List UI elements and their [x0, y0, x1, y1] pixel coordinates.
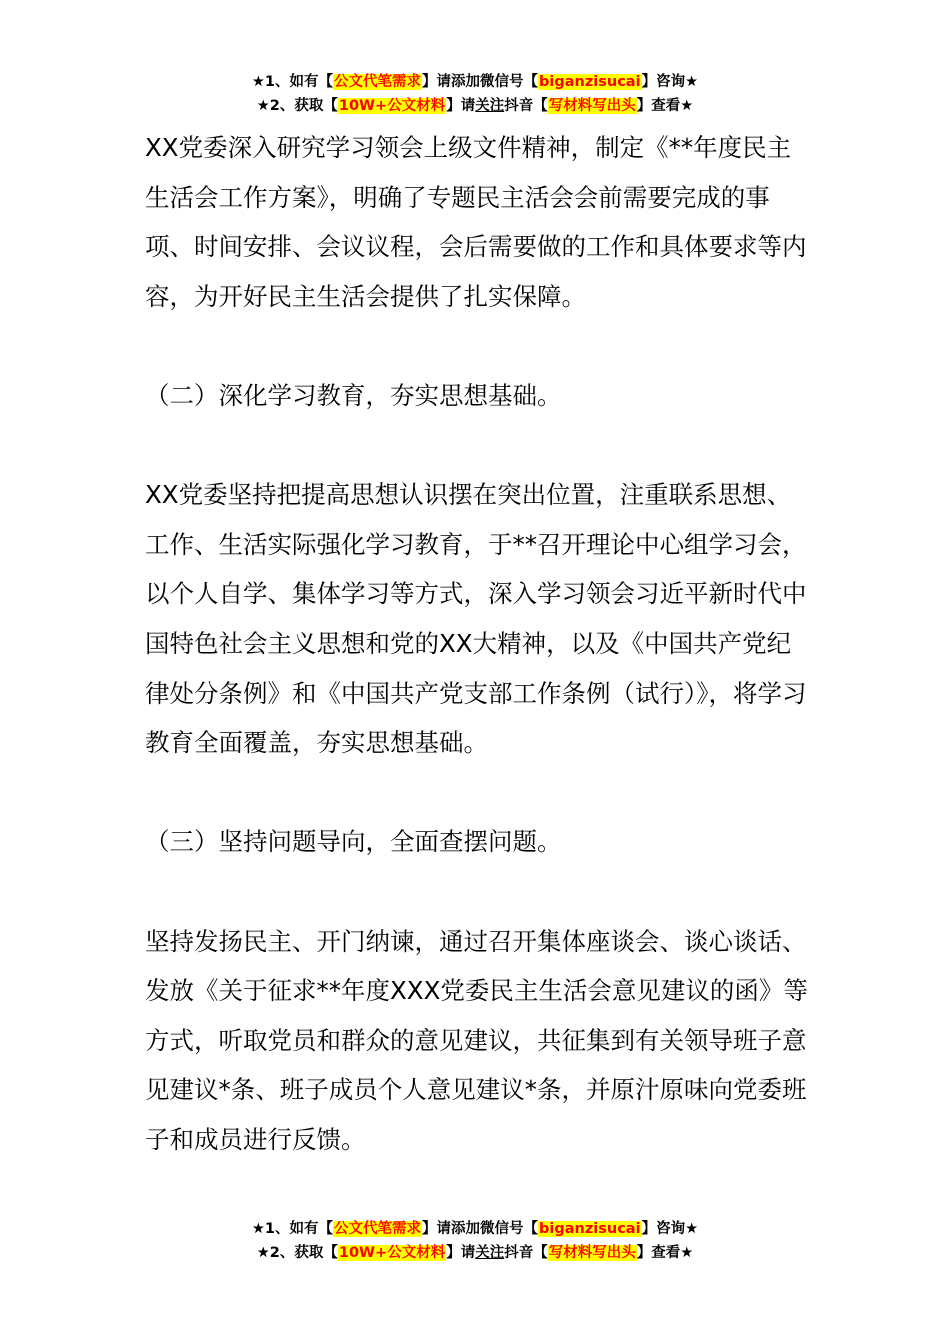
paragraph-3: 坚持发扬民主、开门纳谏，通过召开集体座谈会、谈心谈话、发放《关于征求**年度XXX党委民主生活会意见建议的函》等方式，听取党员和群众的意见建议，共征集到有关领导班子意见建议*条、班子成员个人意见建议*条，并原汁原味向党委班子和成员进行反馈。: [145, 926, 808, 1154]
banner-highlight-douyin: 写材料写出头: [548, 98, 636, 114]
banner-text: 】咨询★: [641, 74, 699, 90]
paragraph-2: XX党委坚持把提高思想认识摆在突出位置，注重联系思想、工作、生活实际强化学习教育，于**召开理论中心组学习会，以个人自学、集体学习等方式，深入学习领会习近平新时代中国特色社会主义思想和党的XX大精神，以及《中国共产党纪律处分条例》和《中国共产党支部工作条例（试行）》，将学习教育全面覆盖，夯实思想基础。: [145, 480, 807, 758]
banner-line-1: [0, 1217, 950, 1241]
banner-emphasis: 关注: [475, 1245, 505, 1261]
banner-text: ★1、如有【: [251, 74, 334, 90]
banner-text: ★2、获取【: [256, 98, 338, 114]
banner-emphasis: 关注: [475, 98, 505, 114]
banner-highlight-wechat: biganzisucai: [539, 1221, 641, 1237]
banner-highlight: 10W+公文材料: [338, 98, 446, 114]
paragraph-1: XX党委深入研究学习领会上级文件精神，制定《**年度民主生活会工作方案》，明确了专题民主活会会前需要完成的事项、时间安排、会议议程，会后需要做的工作和具体要求等内容，为开好民主生活会提供了扎实保障。: [145, 133, 807, 311]
banner-text: 抖音【: [504, 1245, 548, 1261]
banner-highlight-wechat: biganzisucai: [539, 74, 641, 90]
document-body: [145, 123, 815, 1164]
banner-text: 】咨询★: [641, 1221, 699, 1237]
banner-highlight: 公文代笔需求: [334, 1221, 422, 1237]
bottom-banner: [0, 1217, 950, 1265]
banner-line-1: [0, 70, 950, 94]
banner-text: 】查看★: [636, 1245, 694, 1261]
banner-highlight: 10W+公文材料: [338, 1245, 446, 1261]
banner-text: 抖音【: [504, 98, 548, 114]
banner-line-2: [0, 1241, 950, 1265]
banner-text: 】请: [422, 74, 452, 90]
banner-text: ★2、获取【: [256, 1245, 338, 1261]
banner-text: 微信号【: [480, 74, 539, 90]
banner-emphasis: 添加: [451, 74, 481, 90]
banner-text: 】请: [422, 1221, 452, 1237]
banner-text: ★1、如有【: [251, 1221, 334, 1237]
banner-text: 微信号【: [480, 1221, 539, 1237]
banner-emphasis: 添加: [451, 1221, 481, 1237]
banner-line-2: [0, 94, 950, 118]
section-heading-3: （三）坚持问题导向，全面查摆问题。: [145, 827, 562, 857]
section-heading-2: （二）深化学习教育，夯实思想基础。: [145, 380, 562, 410]
banner-text: 】请: [446, 98, 476, 114]
banner-highlight: 公文代笔需求: [334, 74, 422, 90]
banner-highlight-douyin: 写材料写出头: [548, 1245, 636, 1261]
banner-text: 】请: [446, 1245, 476, 1261]
top-banner: [0, 70, 950, 118]
banner-text: 】查看★: [636, 98, 694, 114]
